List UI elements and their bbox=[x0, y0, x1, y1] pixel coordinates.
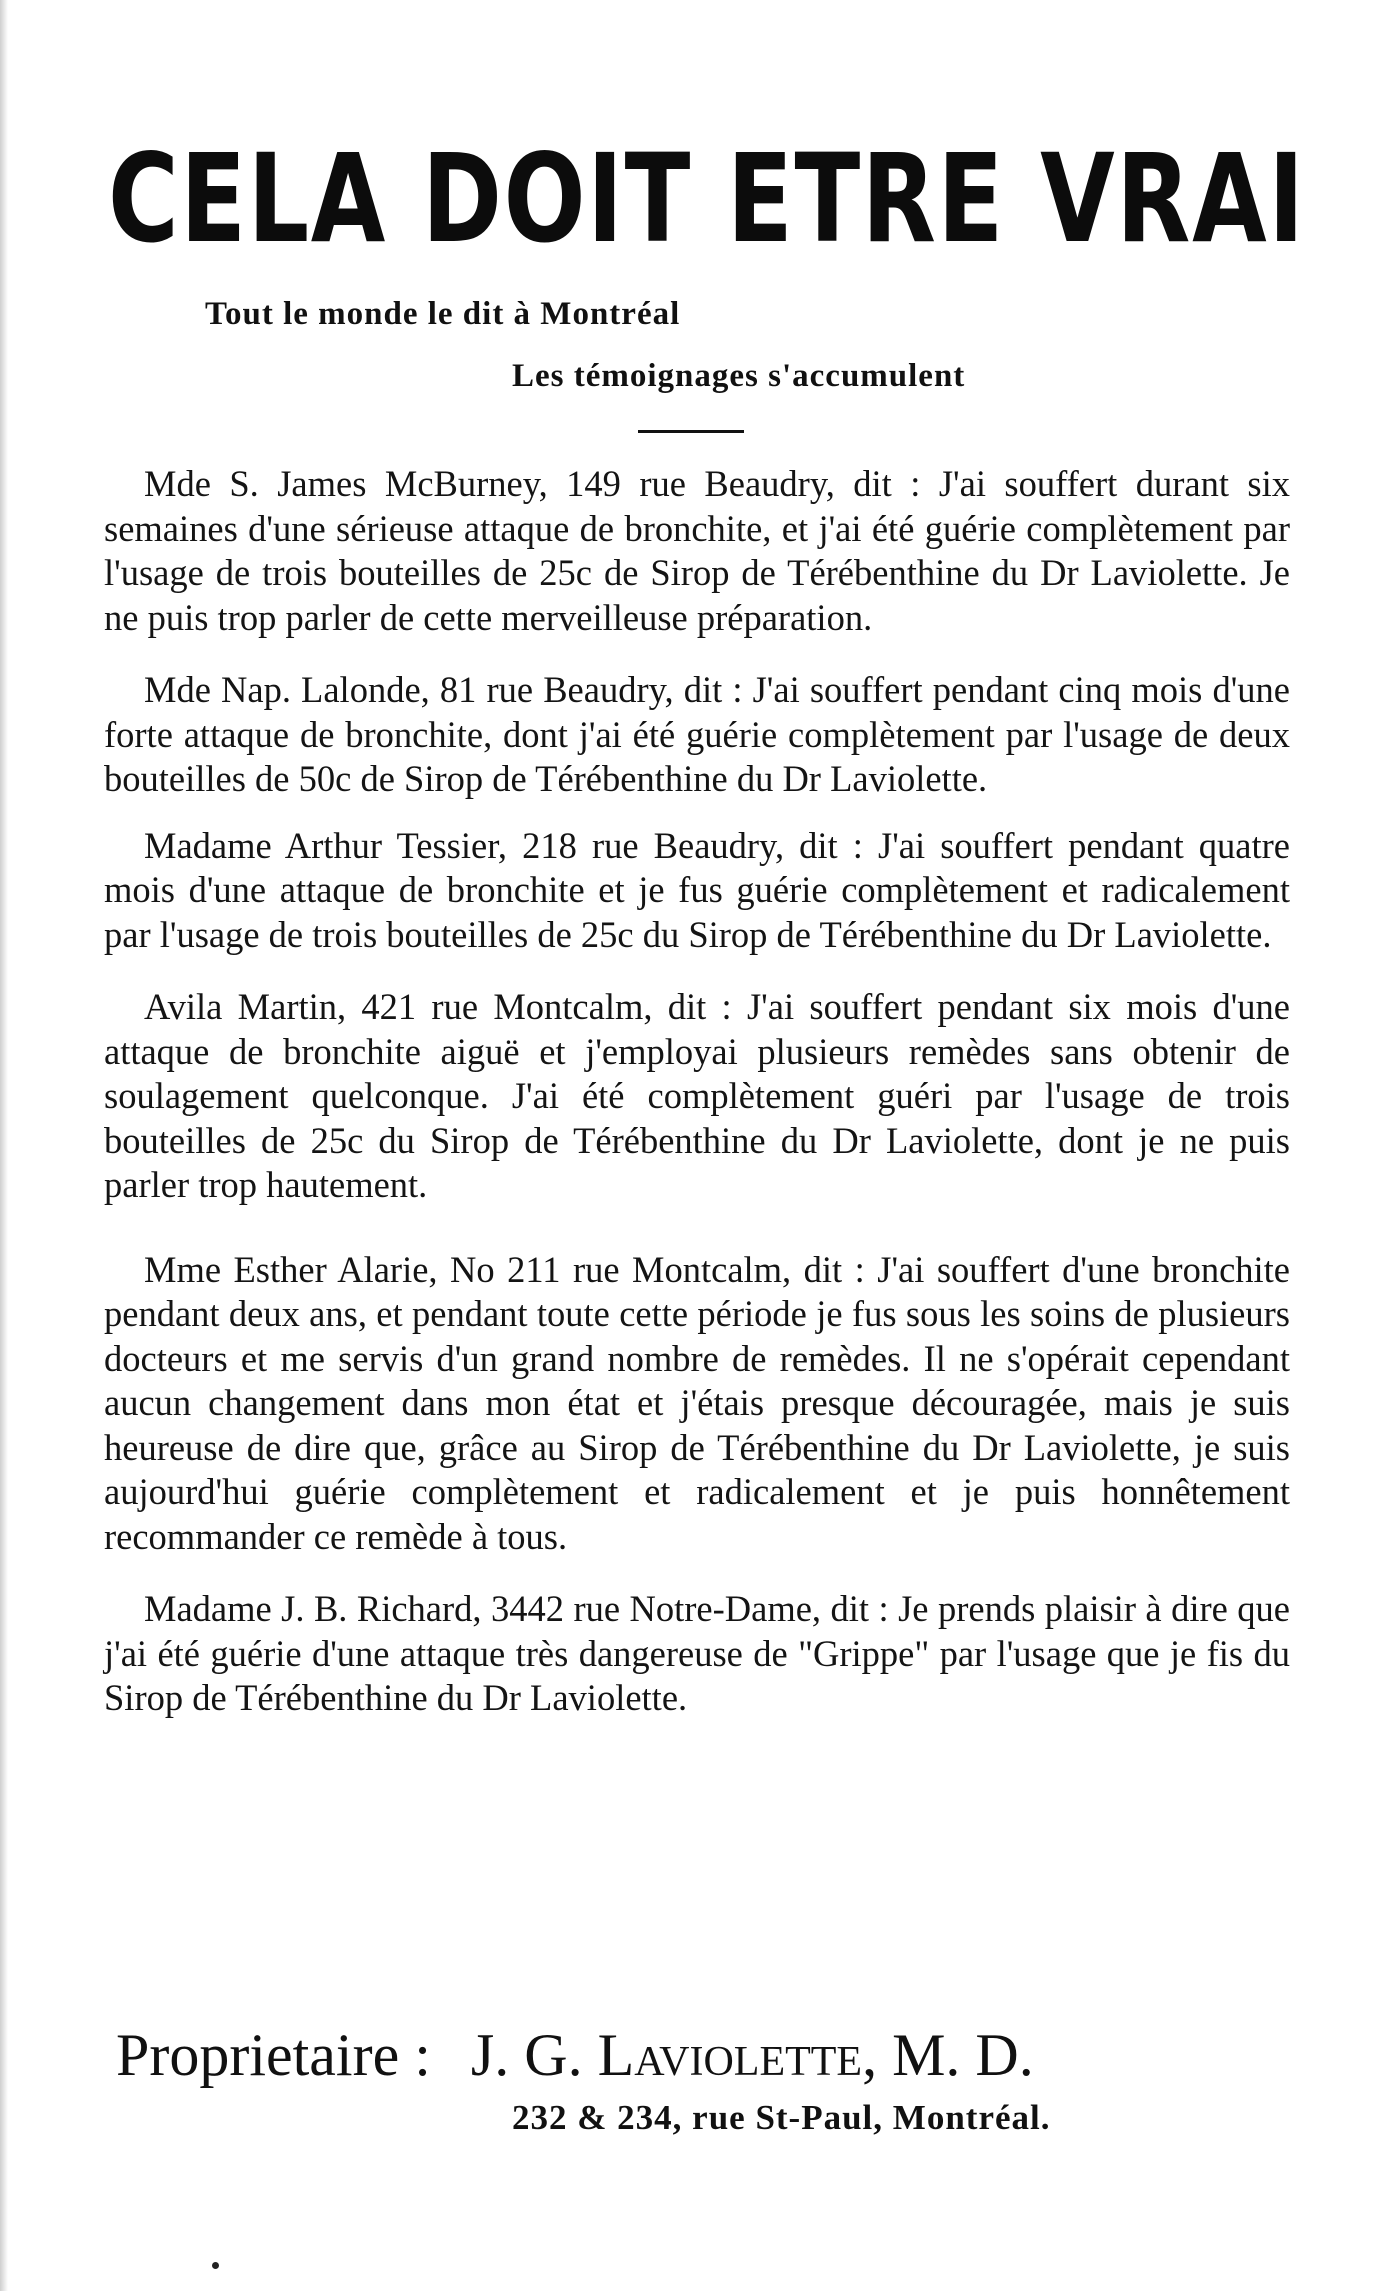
print-speck bbox=[212, 2262, 219, 2269]
proprietor-label: Proprietaire : bbox=[116, 2022, 431, 2088]
testimonial-lalonde: Mde Nap. Lalonde, 81 rue Beaudry, dit : J'ai souffert pendant cinq mois d'une forte attaque de bronchite, dont j'ai été guérie complètement par l'usage de deux bouteilles de 50c de Sirop de Térébenthine du Dr Laviolette. bbox=[104, 669, 1290, 799]
testimonial-alarie: Mme Esther Alarie, No 211 rue Montcalm, dit : J'ai souffert d'une bronchite pendant deux ans, et pendant toute cette période je fus sous les soins de plusieurs docteurs et me servis d'un grand nombre de remèdes. Il ne s'opérait cependant aucun changement dans mon état et j'étais presque découragée, mais je suis heureuse de dire que, grâce au Sirop de Térébenthine du Dr Laviolette, je suis aujourd'hui guérie complètement et radicalement et je puis honnêtement recommander ce remède à tous. bbox=[104, 1248, 1290, 1557]
business-address: 232 & 234, rue St-Paul, Montréal. bbox=[512, 2098, 1051, 2137]
testimonial-martin: Avila Martin, 421 rue Montcalm, dit : J'ai souffert pendant six mois d'une attaque de bronchite aiguë et j'employai plusieurs remèdes sans obtenir de soulagement quelconque. J'ai été complètement guéri par l'usage de trois bouteilles de 25c du Sirop de Térébenthine du Dr Laviolette, dont je ne puis parler trop hautement. bbox=[104, 986, 1290, 1205]
subheading-montreal: Tout le monde le dit à Montréal bbox=[205, 296, 681, 332]
testimonial-mcburney: Mde S. James McBurney, 149 rue Beaudry, dit : J'ai souffert durant six semaines d'une sérieuse attaque de bronchite, et j'ai été guérie complètement par l'usage de trois bouteilles de 25c de Sirop de Térébenthine du Dr Laviolette. Je ne puis trop parler de cette merveilleuse préparation. bbox=[104, 463, 1290, 638]
headline: CELA DOIT ETRE VRAI bbox=[108, 128, 1306, 270]
scan-edge-shadow bbox=[0, 0, 8, 2291]
divider-rule bbox=[638, 430, 744, 433]
proprietor-name: J. G. Laviolette, M. D. bbox=[470, 2022, 1034, 2088]
testimonial-richard: Madame J. B. Richard, 3442 rue Notre-Dame, dit : Je prends plaisir à dire que j'ai été guérie d'une attaque très dangereuse de "Grippe" par l'usage que je fis du Sirop de Térébenthine du Dr Laviolette. bbox=[104, 1588, 1290, 1718]
testimonials-list bbox=[104, 462, 1290, 1739]
testimonial-tessier: Madame Arthur Tessier, 218 rue Beaudry, dit : J'ai souffert pendant quatre mois d'une attaque de bronchite et je fus guérie complètement et radicalement par l'usage de trois bouteilles de 25c du Sirop de Térébenthine du Dr Laviolette. bbox=[104, 824, 1290, 955]
subheading-testimonials: Les témoignages s'accumulent bbox=[512, 358, 966, 394]
proprietor-line bbox=[116, 2022, 1034, 2088]
